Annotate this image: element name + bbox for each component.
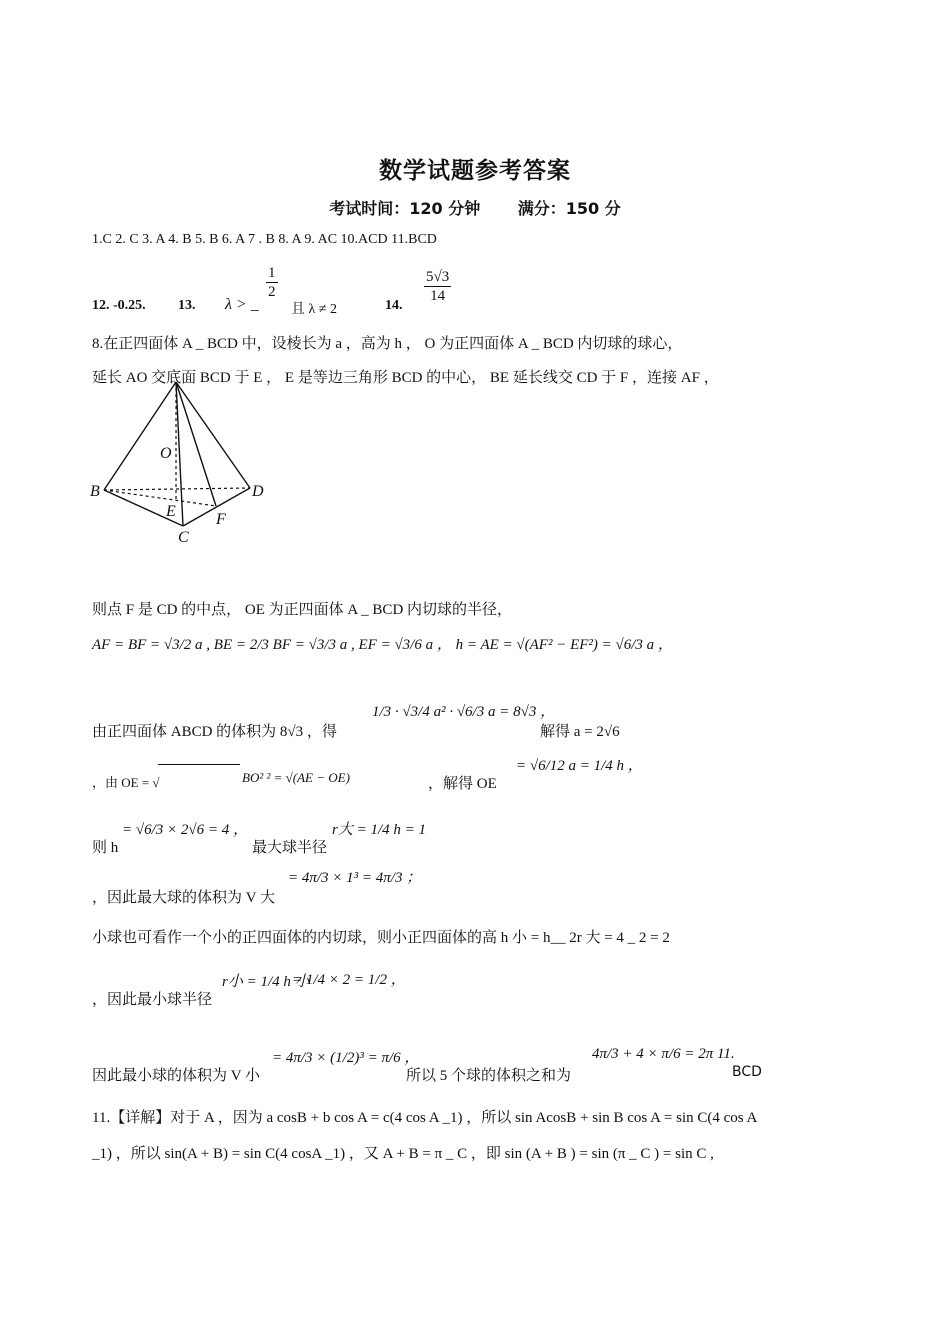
q8-line-6c: ，解得 OE — [428, 776, 497, 792]
q8-line-10a: ，因此最小球半径 — [92, 992, 213, 1008]
answers-line-1: 1.C 2. C 3. A 4. B 5. B 6. A 7 . B 8. A 9. AC 10.ACD 11.BCD — [92, 232, 437, 247]
frac-numerator: 5√3 — [426, 269, 450, 285]
q8-line-11c: 所以 5 个球的体积之和为 — [406, 1068, 572, 1084]
q8-line-5a: 由正四面体 ABCD 的体积为 8√3 ，得 — [92, 724, 337, 740]
q8-line-7b: = √6/3 × 2√6 = 4 ， — [122, 822, 248, 838]
exam-info — [0, 196, 950, 219]
answer-q13-lambda: λ > _ — [225, 296, 259, 313]
q8-line-4: AF = BF = √3/2 a , BE = 2/3 BF = √3/3 a , EF = √3/6 a ， h = AE = √(AF² − EF²) = √6/3 a ， — [92, 637, 673, 653]
answer-q14-label: 14. — [385, 298, 403, 313]
q8-line-8b: = 4π/3 × 1³ = 4π/3 ； — [288, 870, 422, 886]
frac-denominator: 2 — [268, 284, 276, 300]
q8-line-3: 则点 F 是 CD 的中点， OE 为正四面体 A _ BCD 内切球的半径， — [92, 602, 513, 618]
label-B: B — [90, 483, 100, 500]
q8-line-11d: 4π/3 + 4 × π/6 = 2π 11. — [592, 1046, 735, 1062]
label-O: O — [160, 445, 172, 462]
label-F: F — [216, 511, 226, 528]
q8-line-5b: 1/3 · √3/4 a² · √6/3 a = 8√3 ， — [372, 704, 556, 720]
q8-line-7a: 则 h — [92, 840, 119, 856]
q8-line-6a: ，由 OE = √ — [92, 775, 160, 790]
answer-q13-condition: 且 λ ≠ 2 — [291, 302, 337, 317]
answer-q13-label: 13. — [178, 298, 196, 313]
exam-time: 考试时间：120 分钟 — [329, 199, 481, 218]
q8-line-7d: r大 = 1/4 h = 1 — [332, 822, 426, 838]
q8-line-5c: 解得 a = 2√6 — [540, 724, 620, 740]
label-E: E — [166, 503, 176, 520]
q11-line-1: 11.【详解】对于 A ，因为 a cosB + b cos A = c(4 cos A _1) ，所以 sin AcosB + sin B cos A = sin C(4 cos A — [92, 1110, 758, 1126]
frac-denominator: 14 — [430, 288, 446, 304]
label-D: D — [252, 483, 264, 500]
q8-line-2: 延长 AO 交底面 BCD 于 E ， E 是等边三角形 BCD 的中心， BE 延长线交 CD 于 F ，连接 AF ， — [92, 370, 719, 386]
page-title: 数学试题参考答案 — [379, 158, 571, 184]
q8-line-11a: 因此最小球的体积为 V 小 — [92, 1068, 261, 1084]
q8-line-11e: BCD — [732, 1064, 762, 1080]
q8-line-8a: ，因此最大球的体积为 V 大 — [92, 890, 276, 906]
exam-score: 满分：150 分 — [517, 199, 621, 218]
answer-q13-fraction — [266, 264, 278, 301]
q11-line-2: _1) ，所以 sin(A + B) = sin C(4 cosA _1) ，又 A + B = π _ C ，即 sin (A + B ) = sin (π _ C ) = sin C , — [92, 1146, 714, 1162]
answer-q12: 12. -0.25. — [92, 298, 146, 313]
q8-line-10c: = 1/4 × 2 = 1/2 ， — [292, 972, 406, 988]
q8-line-1: 8.在正四面体 A _ BCD 中，设棱长为 a ，高为 h ， O 为正四面体 A _ BCD 内切球的球心， — [92, 336, 683, 352]
tetrahedron-diagram — [88, 378, 278, 548]
answer-q14-fraction — [424, 268, 451, 305]
label-C: C — [178, 529, 189, 546]
q8-line-6d: = √6/12 a = 1/4 h ， — [516, 758, 643, 774]
q8-line-10b: r小 = 1/4 h 小 — [222, 974, 310, 990]
q8-line-9: 小球也可看作一个小的正四面体的内切球，则小正四面体的高 h 小 = h__ 2r 大 = 4 _ 2 = 2 — [92, 930, 670, 946]
q8-line-7c: 最大球半径 — [252, 840, 328, 856]
radical-bar — [158, 764, 240, 765]
frac-numerator: 1 — [268, 265, 276, 281]
q8-line-6b: BO² ² = √(AE − OE) — [242, 770, 350, 785]
q8-line-11b: = 4π/3 × (1/2)³ = π/6 ， — [272, 1050, 420, 1066]
